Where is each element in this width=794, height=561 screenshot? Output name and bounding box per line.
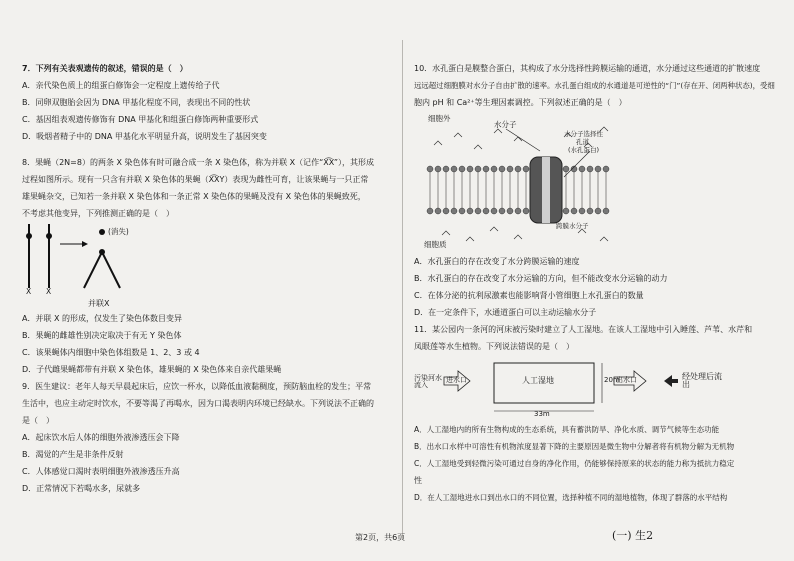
q10-option-b: B．水孔蛋白的存在改变了水分运输的方向，但不能改变水分运输的动力: [414, 273, 668, 283]
label-water-bottom: 跨膜水分子: [556, 222, 589, 230]
label-channel-2: 孔道: [576, 138, 589, 146]
q10-option-d: D．在一定条件下，水通道蛋白可以主动运输水分子: [414, 307, 597, 317]
q11-option-b: B．出水口水样中可溶性有机物浓度显著下降的主要原因是微生物中分解者将有机物分解为无机物: [414, 441, 735, 451]
column-divider: [402, 40, 403, 540]
q8-stem-line-2: 过程如图所示。现有一只含有并联 X 染色体的果蝇（X͡XY）表现为雌性可育，让该果蝇与一只正常: [22, 174, 369, 184]
q8-option-b: B．果蝇的雌雄性别决定取决于有无 Y 染色体: [22, 330, 182, 340]
label-x1: X: [26, 287, 32, 296]
label-water: 水分子: [494, 120, 517, 129]
q7-option-b: B．同卵双胞胎会因为 DNA 甲基化程度不同，表现出不同的性状: [22, 97, 251, 107]
label-inside: 细胞质: [424, 240, 447, 249]
page-footer: 第2页，共6页: [355, 533, 406, 542]
label-outside: 细胞外: [428, 114, 451, 123]
q7-option-a: A．亲代染色质上的组蛋白修饰会一定程度上遗传给子代: [22, 80, 220, 90]
q11-option-a: A．人工湿地内的所有生物构成的生态系统，具有蓄洪防旱、净化水质、调节气候等生态功能: [414, 424, 720, 434]
q9-stem-line-3: 是（ ）: [22, 415, 54, 425]
q9-stem-line-2: 生活中，也应主动定时饮水，不要等渴了再喝水，因为口渴表明内环境已经缺水。下列说法不正确的: [22, 398, 374, 408]
q8-option-a: A．并联 X 的形成，仅发生了染色体数目变异: [22, 313, 183, 323]
label-x2: X: [46, 287, 52, 296]
q7-option-d: D．吸烟者精子中的 DNA 甲基化水平明显升高，说明发生了基因突变: [22, 131, 267, 141]
q9-option-c: C．人体感觉口渴时表明细胞外液渗透压升高: [22, 466, 180, 476]
label-width: 33m: [534, 410, 550, 418]
q8-option-c: C．该果蝇体内细胞中染色体组数是 1、2、3 或 4: [22, 347, 200, 357]
label-height: 20m: [604, 376, 620, 384]
q11-option-c-cont: 性: [414, 475, 422, 485]
label-vanish: (消失): [108, 227, 129, 236]
label-inflow: 污染河水流入: [414, 374, 442, 389]
q9-stem-line-1: 9．医生建议：老年人每天早晨起床后，应饮一杯水，以降低血液黏稠度，预防脑血栓的发生；平常: [22, 381, 372, 391]
q9-option-a: A．起床饮水后人体的细胞外液渗透压会下降: [22, 432, 180, 442]
label-wetland: 人工湿地: [522, 376, 554, 385]
q9-option-b: B．渴觉的产生是非条件反射: [22, 449, 124, 459]
handwritten-note: (一) 生2: [612, 529, 654, 542]
q8-stem-line-4: 不考虑其他变异，下列推测正确的是（ ）: [22, 208, 174, 218]
q8-stem-line-1: 8．果蝇（2N=8）的两条 X 染色体有时可融合成一条 X 染色体，称为并联 X（记作“X͡X”），其形成: [22, 157, 375, 167]
label-channel-1: 水分子选择性: [564, 130, 603, 138]
q11-option-d: D．在人工湿地进水口到出水口的不同位置，选择种植不同的湿地植物，体现了群落的水平结构: [414, 492, 728, 502]
label-outlet: 出水口: [616, 376, 637, 384]
q8-option-d: D．子代雌果蝇都带有并联 X 染色体，雄果蝇的 X 染色体来自亲代雄果蝇: [22, 364, 282, 374]
chromosome-diagram: [22, 222, 162, 298]
q11-option-c: C．人工湿地受到轻微污染可通过自身的净化作用，仍能够保持原来的状态的能力称为抵抗力稳定: [414, 458, 735, 468]
wetland-figure: [414, 355, 776, 421]
label-channel-3: (水孔蛋白): [568, 146, 600, 154]
q7-option-c: C．基因组表观遗传修饰有 DNA 甲基化和组蛋白修饰两种重要形式: [22, 114, 259, 124]
q10-stem-line-1: 10．水孔蛋白是膜整合蛋白，其构成了水分选择性跨膜运输的通道，水分通过这些通道的扩散速度: [414, 63, 761, 73]
q10-option-c: C．在体分泌的抗利尿激素也能影响肾小管细胞上水孔蛋白的数量: [414, 290, 644, 300]
q11-stem-line-1: 11．某公园内一条河的河床被污染时建立了人工湿地。在该人工湿地中引入睡莲、芦苇、水芹和: [414, 324, 753, 334]
left-column: [22, 60, 394, 497]
right-column: [414, 60, 776, 506]
label-outflow: 经处理后流出: [682, 372, 722, 389]
q10-option-a: A．水孔蛋白的存在改变了水分跨膜运输的速度: [414, 256, 580, 266]
q9-option-d: D．正常情况下若喝水多，尿就多: [22, 483, 141, 493]
label-merged: 并联X: [88, 299, 110, 308]
q10-stem-line-2: 远远超过细胞膜对水分子自由扩散的速率。水孔蛋白组成的水通道是可逆性的“门”(存在开、闭两种状态)，受细: [414, 80, 775, 90]
chromosome-fusion-figure: [22, 222, 394, 298]
q10-stem-line-3: 胞内 pH 和 Ca²⁺等生理因素调控。下列叙述正确的是（ ）: [414, 97, 627, 107]
q8-stem-line-3: 雄果蝇杂交，已知若一条并联 X 染色体和一条正常 X 染色体的果蝇及没有 X 染色体的果蝇致死，: [22, 191, 366, 201]
aquaporin-figure: [414, 111, 776, 253]
q11-stem-line-2: 凤眼莲等水生植物。下列说法错误的是（ ）: [414, 341, 574, 351]
label-inlet: 进水口: [446, 376, 467, 384]
q7-stem: 7．下列有关表观遗传的叙述，错误的是（ ）: [22, 63, 188, 73]
